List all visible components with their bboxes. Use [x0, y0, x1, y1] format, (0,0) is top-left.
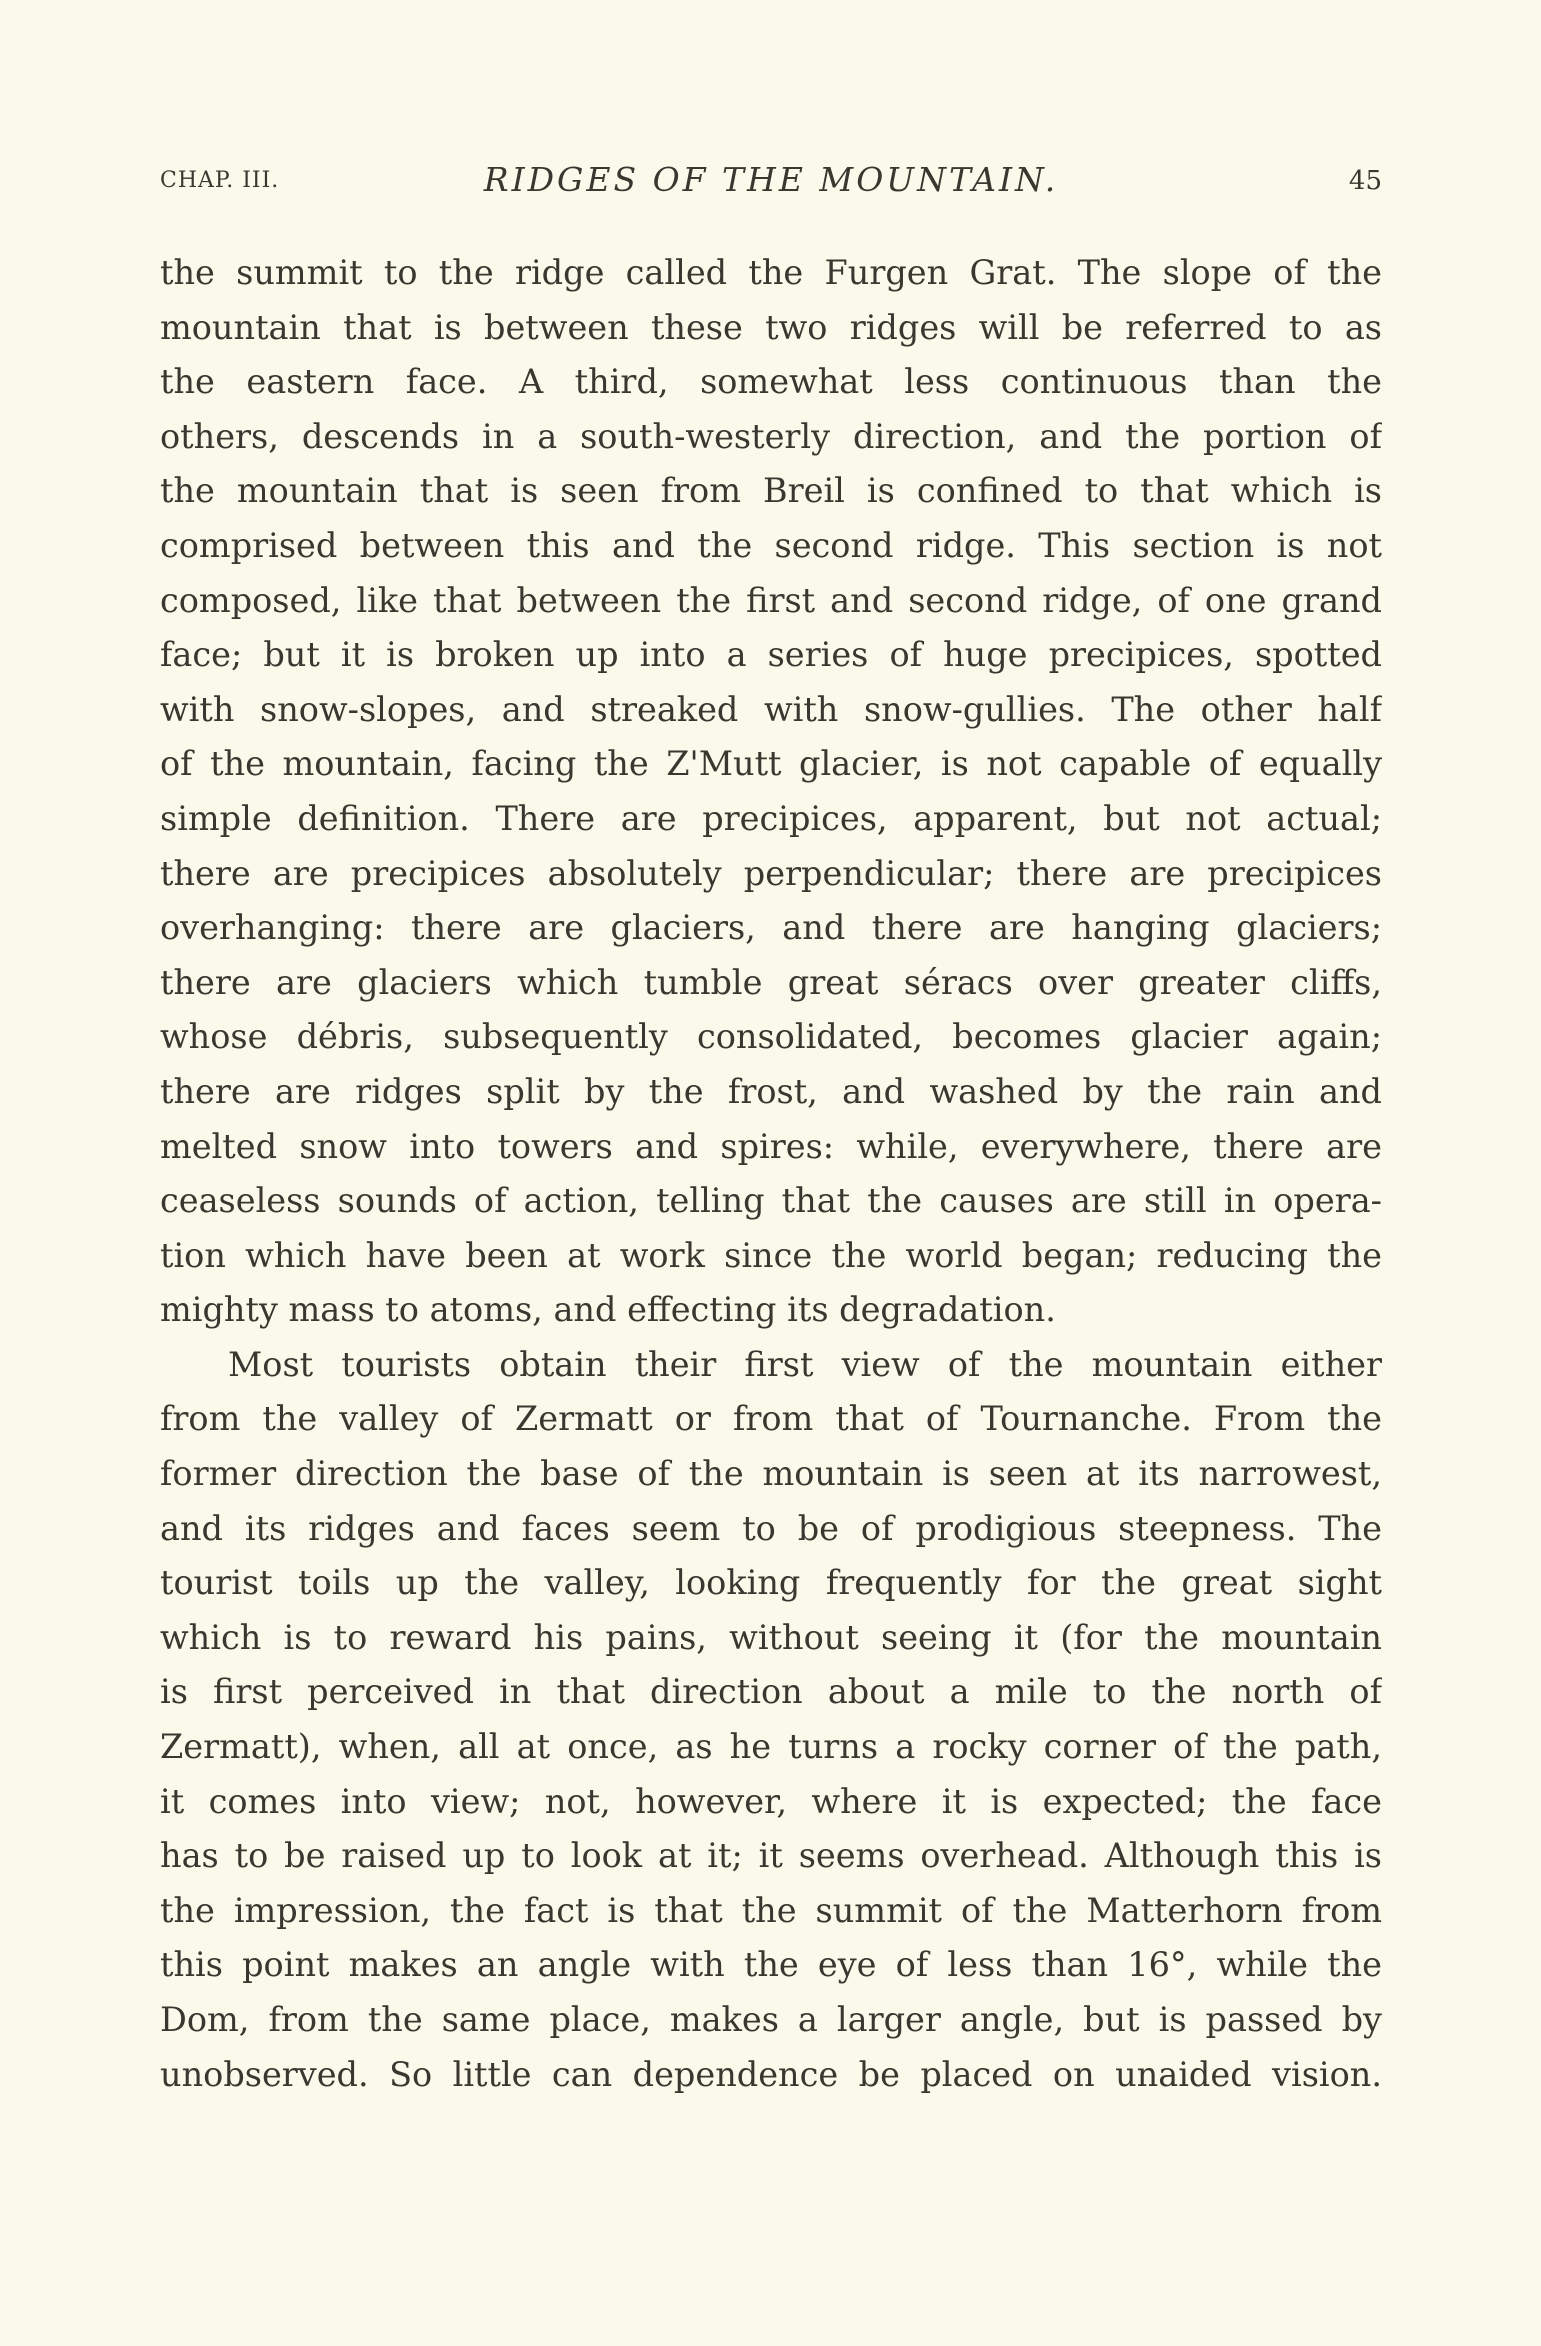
- text-line: which is to reward his pains, without seeing it (for the mountain: [160, 1617, 1382, 1657]
- text-line: and its ridges and faces seem to be of prodigious steepness. The: [160, 1508, 1382, 1548]
- text-line: overhanging: there are glaciers, and there are hanging glaciers;: [160, 908, 1382, 948]
- running-title: RIDGES OF THE MOUNTAIN.: [483, 160, 1059, 199]
- text-line: tourist toils up the valley, looking frequently for the great sight: [160, 1563, 1382, 1603]
- text-line: the mountain that is seen from Breil is confined to that which is: [160, 471, 1382, 511]
- text-line: unobserved. So little can dependence be placed on unaided vision.: [160, 2054, 1382, 2094]
- text-line: the impression, the fact is that the summit of the Matterhorn from: [160, 1890, 1382, 1930]
- running-header: [160, 160, 1382, 204]
- text-line: there are precipices absolutely perpendicular; there are precipices: [160, 853, 1382, 893]
- text-line: mountain that is between these two ridges will be referred to as: [160, 307, 1382, 347]
- text-line: there are ridges split by the frost, and washed by the rain and: [160, 1071, 1382, 1111]
- text-line: face; but it is broken up into a series of huge precipices, spotted: [160, 635, 1382, 675]
- text-line: tion which have been at work since the world began; reducing the: [160, 1235, 1382, 1275]
- text-line: others, descends in a south-westerly direction, and the portion of: [160, 416, 1382, 456]
- text-line: the eastern face. A third, somewhat less continuous than the: [160, 362, 1382, 402]
- text-line: there are glaciers which tumble great séracs over greater cliffs,: [160, 962, 1382, 1002]
- text-line: this point makes an angle with the eye of less than 16°, while the: [160, 1945, 1382, 1985]
- text-line: former direction the base of the mountain is seen at its narrowest,: [160, 1454, 1382, 1494]
- text-line: it comes into view; not, however, where it is expected; the face: [160, 1781, 1382, 1821]
- text-line: the summit to the ridge called the Furgen Grat. The slope of the: [160, 253, 1382, 292]
- page-body-text: [160, 246, 1382, 2102]
- text-line: Zermatt), when, all at once, as he turns a rocky corner of the path,: [160, 1727, 1382, 1767]
- text-line: mighty mass to atoms, and effecting its degradation.: [160, 1290, 1056, 1330]
- text-line: comprised between this and the second ridge. This section is not: [160, 525, 1382, 565]
- text-line: with snow-slopes, and streaked with snow-gullies. The other half: [160, 689, 1382, 729]
- chapter-label: CHAP. III.: [160, 168, 280, 193]
- text-line: melted snow into towers and spires: while, everywhere, there are: [160, 1126, 1382, 1166]
- page-number: 45: [1348, 166, 1382, 196]
- text-line: of the mountain, facing the Z'Mutt glacier, is not capable of equally: [160, 744, 1382, 784]
- text-line: whose débris, subsequently consolidated, becomes glacier again;: [160, 1017, 1382, 1057]
- text-line: composed, like that between the first and second ridge, of one grand: [160, 580, 1382, 620]
- text-line: Most tourists obtain their first view of the mountain either: [228, 1344, 1382, 1384]
- text-line: simple definition. There are precipices, apparent, but not actual;: [160, 798, 1382, 838]
- text-line: is first perceived in that direction about a mile to the north of: [160, 1672, 1382, 1712]
- text-line: Dom, from the same place, makes a larger angle, but is passed by: [160, 2000, 1382, 2039]
- text-line: has to be raised up to look at it; it seems overhead. Although this is: [160, 1836, 1382, 1876]
- text-line: from the valley of Zermatt or from that of Tournanche. From the: [160, 1399, 1382, 1439]
- text-line: ceaseless sounds of action, telling that the causes are still in opera-: [160, 1181, 1382, 1221]
